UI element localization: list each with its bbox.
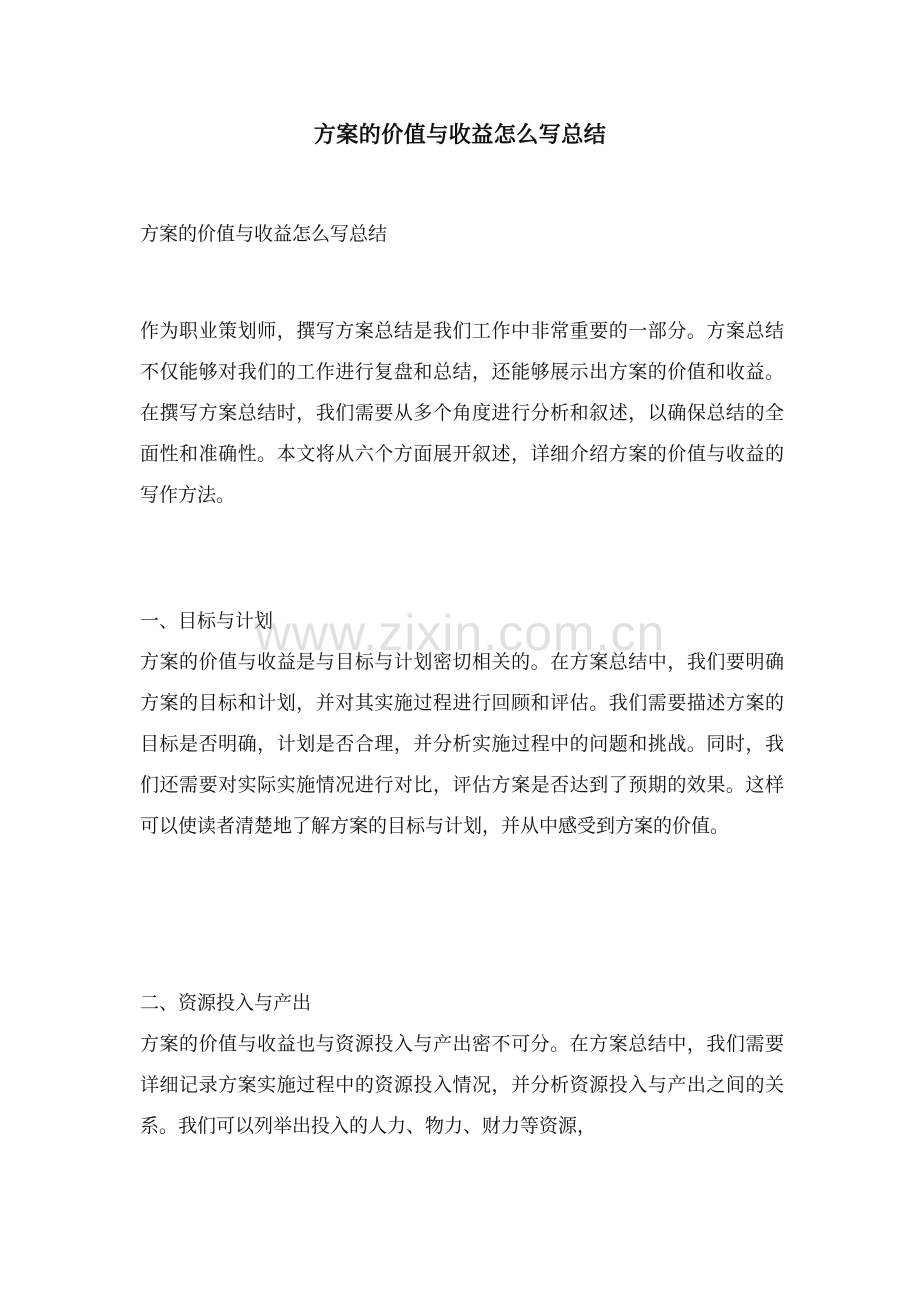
document-title: 方案的价值与收益怎么写总结 <box>313 122 607 148</box>
document-subtitle: 方案的价值与收益怎么写总结 <box>140 223 388 245</box>
section-paragraph: 方案的价值与收益是与目标与计划密切相关的。在方案总结中，我们要明确方案的目标和计划，并对其实施过程进行回顾和评估。我们需要描述方案的目标是否明确，计划是否合理，并分析实施过程中的问题和挑战。同时，我们还需要对实际实施情况进行对比，评估方案是否达到了预期的效果。这样可以使读者清楚地了解方案的目标与计划，并从中感受到方案的价值。 <box>140 651 784 837</box>
watermark: www.zixin.com.cn <box>254 605 666 661</box>
section-paragraph: 方案的价值与收益也与资源投入与产出密不可分。在方案总结中，我们需要详细记录方案实施过程中的资源投入情况，并分析资源投入与产出之间的关系。我们可以列举出投入的人力、物力、财力等资源， <box>140 1033 784 1137</box>
section-heading: 二、资源投入与产出 <box>140 992 312 1014</box>
intro-paragraph: 作为职业策划师，撰写方案总结是我们工作中非常重要的一部分。方案总结不仅能够对我们的工作进行复盘和总结，还能够展示出方案的价值和收益。在撰写方案总结时，我们需要从多个角度进行分析和叙述，以确保总结的全面性和准确性。本文将从六个方面展开叙述，详细介绍方案的价值与收益的写作方法。 <box>140 320 784 506</box>
section-heading: 一、目标与计划 <box>140 610 274 632</box>
